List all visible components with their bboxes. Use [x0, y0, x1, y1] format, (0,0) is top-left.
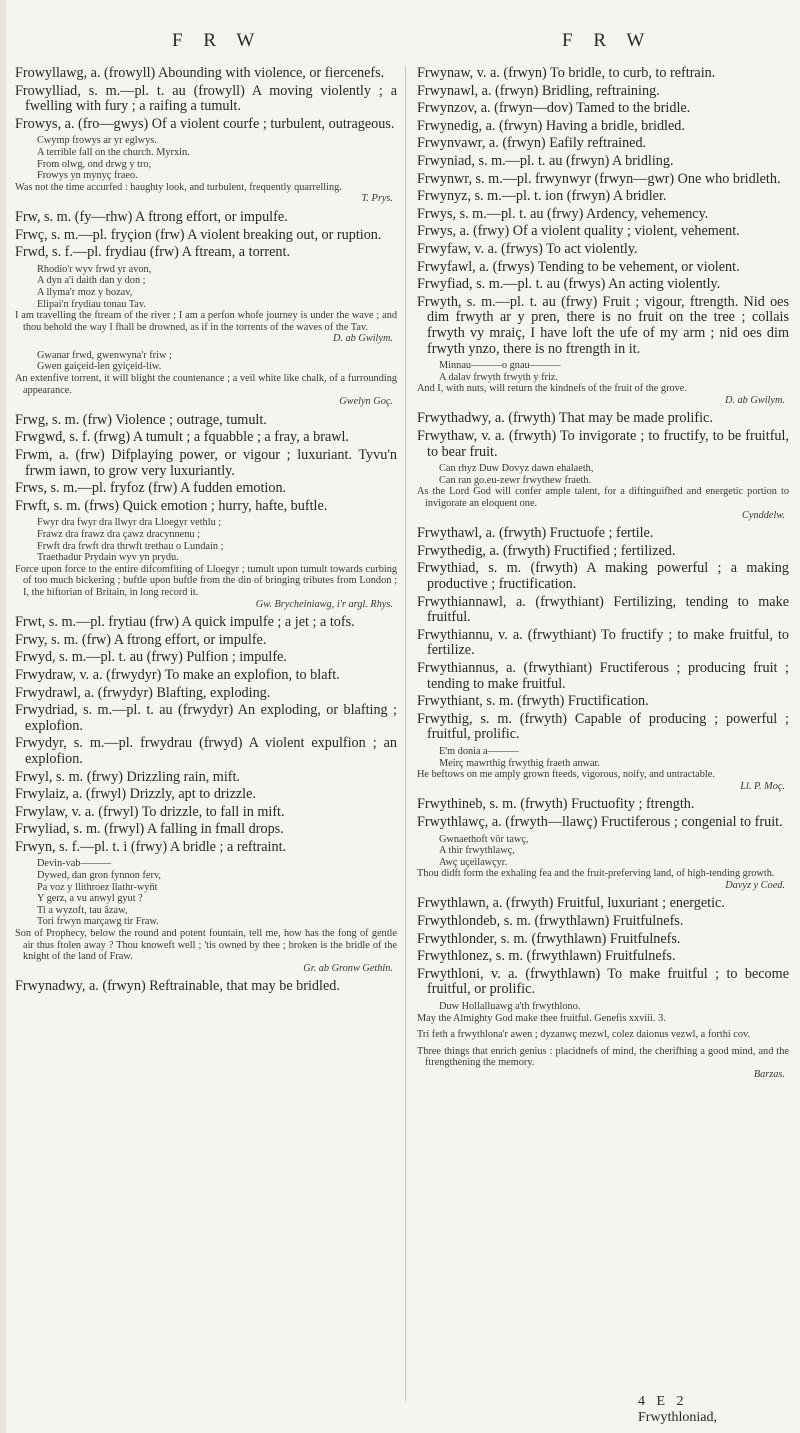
quotation-line: Gwanar frwd, gwenwyna'r friw ; [37, 349, 172, 361]
dictionary-entry: Frwynaw, v. a. (frwyn) To bridle, to curb, to reftrain. [417, 65, 716, 81]
quotation-block [417, 360, 789, 406]
dictionary-entry: Frowys, a. (fro—gwys) Of a violent courfe ; turbulent, outrageous. [15, 115, 395, 132]
catchword: Frwythloniad, [638, 1410, 717, 1425]
dictionary-entry: Frwythloni, v. a. (frwythlawn) To make fruitful ; to become fruitful, or prolific. [417, 965, 789, 998]
dictionary-entry: Frwys, s. m.—pl. t. au (frwy) Ardency, vehemency. [417, 205, 709, 222]
quotation-translation: An extenfive torrent, it will blight the countenance ; a veil white like chalk, of a furrounding appearance. [15, 373, 397, 396]
dictionary-entry: Frwys, a. (frwy) Of a violent quality ; violent, vehement. [417, 223, 740, 240]
dictionary-entry: Frwythiannus, a. (frwythiant) Fructiferous ; producing fruit ; tending to make fruitful. [417, 659, 789, 692]
dictionary-entry: Frwylaiz, a. (frwyl) Drizzly, apt to drizzle. [15, 786, 256, 803]
dictionary-entry: Frwythaw, v. a. (frwyth) To invigorate ; to fructify, to be fruitful, to bear fruit. [417, 428, 789, 460]
quotation-translation: May the Almighty God make thee fruitful. Genefis xxviii. 3. [417, 1012, 666, 1024]
dictionary-entry: Frwydyr, s. m.—pl. frwydrau (frwyd) A violent expulfion ; an explofion. [15, 735, 397, 767]
dictionary-entry: Frwyfiad, s. m.—pl. t. au (frwys) An acting violently. [417, 276, 721, 293]
quotation-line: Frawz dra frawz dra çawz dracynnenu ; [37, 529, 200, 540]
dictionary-entry: Frwythawl, a. (frwyth) Fructuofe ; fertile. [417, 525, 654, 542]
quotation-line: Frwft dra frwft dra thrwft trethau o Lundain ; [37, 540, 224, 552]
quotation-block [417, 1001, 789, 1024]
dictionary-entry: Frwythlonez, s. m. (frwythlawn) Fruitfulnefs. [417, 948, 676, 965]
quotation-source: Davyz y Coed. [725, 879, 785, 891]
dictionary-entry: Frwythlawn, a. (frwyth) Fruitful, luxuriant ; energetic. [417, 895, 725, 912]
quotation-source: Gr. ab Gronw Gethin. [303, 962, 393, 974]
quotation-source: Gw. Brycheiniawg, i'r argl. Rhys. [255, 598, 393, 610]
dictionary-entry: Frwythadwy, a. (frwyth) That may be made prolific. [417, 410, 713, 427]
column-divider [405, 66, 406, 1401]
quotation-line: Can ran go.eu-zewr frwythew fraeth. [439, 474, 592, 486]
dictionary-entry: Frwynedig, a. (frwyn) Having a bridle, bridled. [417, 117, 685, 134]
quotation-translation: As the Lord God will confer ample talent, for a diftinguifhed and energetic portion to invigorate an eloquent one. [417, 486, 789, 510]
running-head-right: F R W [562, 30, 653, 51]
dictionary-entry: Frwythiant, s. m. (frwyth) Fructification. [417, 693, 649, 710]
quotation-line: Gwnaethoft vôr tawç, [439, 833, 529, 845]
quotation-block [417, 463, 789, 521]
quotation-block [417, 834, 789, 892]
quotation-source: Barzas. [753, 1069, 785, 1080]
dictionary-entry: Frwydrawl, a. (frwydyr) Blafting, exploding. [15, 684, 271, 701]
dictionary-entry: Frwynzov, a. (frwyn—dov) Tamed to the bridle. [417, 100, 691, 117]
dictionary-entry: Frwylaw, v. a. (frwyl) To drizzle, to fall in mift. [15, 803, 285, 820]
quotation-line: A llyma'r moz y bozav, [37, 286, 133, 298]
quotation-block [417, 1029, 789, 1041]
quotation-line: Rhodio'r wyv frwd yr avon, [37, 263, 152, 275]
dictionary-entry: Frwç, s. m.—pl. fryçion (frw) A violent breaking out, or ruption. [15, 226, 382, 243]
quotation-line: Meirç mawrthig frwythig fraeth anwar. [439, 757, 600, 769]
dictionary-entry: Frwynyz, s. m.—pl. t. ion (frwyn) A bridler. [417, 188, 667, 205]
quotation-block [417, 1046, 789, 1081]
dictionary-entry: Frwyfaw, v. a. (frwys) To act violently. [417, 240, 638, 257]
quotation-line: A thir frwythlawç, [439, 845, 515, 857]
left-column [15, 66, 397, 997]
dictionary-entry: Frwythlonder, s. m. (frwythlawn) Fruitfulnefs. [417, 930, 681, 947]
page-edge [0, 0, 6, 1433]
quotation-block [15, 858, 397, 974]
quotation-source: Gwelyn Goç. [339, 396, 393, 408]
dictionary-entry: Frw, s. m. (fy—rhw) A ftrong effort, or impulfe. [15, 208, 288, 225]
quotation-translation: Tri feth a frwythlona'r awen ; dyzanwç mezwl, colez daionus vezwl, a forthi cov. [417, 1029, 751, 1041]
quotation-source: Ll. P. Moç. [740, 780, 785, 792]
quotation-block [15, 135, 397, 205]
quotation-block [15, 350, 397, 408]
quotation-line: Y gerz, a vu anwyl gyut ? [37, 893, 143, 905]
quotation-line: Fwyr dra fwyr dra llwyr dra Lloegyr vethlu ; [37, 517, 222, 529]
dictionary-entry: Frwydriad, s. m.—pl. t. au (frwydyr) An exploding, or blafting ; explofion. [15, 702, 397, 734]
quotation-block [15, 517, 397, 610]
quotation-translation: Was not the time accurfed : haughty look, and turbulent, frequently quarrelling. [15, 181, 342, 193]
dictionary-entry: Frwynadwy, a. (frwyn) Reftrainable, that may be bridled. [15, 978, 340, 995]
quotation-line: From olwg, ond drwg y tro, [37, 158, 152, 170]
dictionary-entry: Frwft, s. m. (frws) Quick emotion ; hurry, hafte, buftle. [15, 497, 328, 514]
quotation-translation: I am travelling the ftream of the river ; I am a perfon whofe journey is under the wave ; and thou behold the way I fhall be drowned, as if in the torrents of the waves of the Tav. [15, 310, 397, 333]
dictionary-entry: Frwyth, s. m.—pl. t. au (frwy) Fruit ; vigour, ftrength. Nid oes dim frwyth ar y pren, there is no fruit on the tree ; collais frwyth vy mraiç, I have loft the ufe of my arm ; nid oes dim frwyth ynzo, there is no ftrength in it. [417, 293, 789, 357]
quotation-line: Frowys yn mynyç fraeo. [37, 170, 138, 182]
quotation-block [15, 264, 397, 345]
quotation-line: Traethadur Prydain wyv yn prydu. [37, 552, 179, 564]
dictionary-entry: Frwythlondeb, s. m. (frwythlawn) Fruitfulnefs. [417, 913, 684, 930]
signature-mark: 4 E 2 [638, 1394, 688, 1409]
quotation-translation: Son of Prophecy, below the round and potent fountain, tell me, how has the fong of gentle air thus ftolen away ? Thou knoweft well ; 'tis owned by thee ; broken is the bridle of the knight of the land of Fraw. [15, 928, 397, 963]
dictionary-entry: Frwynvawr, a. (frwyn) Eafily reftrained. [417, 135, 647, 152]
quotation-line: A dyn a'i daith dan y don ; [37, 275, 146, 287]
page-footer [638, 1394, 800, 1426]
quotation-block [417, 746, 789, 792]
dictionary-entry: Frwythineb, s. m. (frwyth) Fructuofity ; ftrength. [417, 796, 695, 813]
dictionary-entry: Frws, s. m.—pl. fryfoz (frw) A fudden emotion. [15, 480, 287, 497]
right-column [417, 66, 789, 1086]
quotation-line: Pa voz y llithroez llathr-wyn̄t [37, 881, 158, 893]
dictionary-entry: Frowylliad, s. m.—pl. t. au (frowyll) A moving violently ; a fwelling with fury ; a raifing a tumult. [15, 82, 397, 115]
quotation-line: Minnau———o gnau——— [439, 360, 561, 372]
quotation-source: D. ab Gwilym. [332, 333, 393, 345]
quotation-line: E'm donia a——— [439, 745, 519, 757]
dictionary-entry: Frwm, a. (frw) Difplaying power, or vigour ; luxuriant. Tyvu'n frwm iawn, to grow very luxuriantly. [15, 447, 397, 479]
dictionary-entry: Frwd, s. f.—pl. frydiau (frw) A ftream, a torrent. [15, 244, 291, 261]
dictionary-entry: Frowyllawg, a. (frowyll) Abounding with violence, or fiercenefs. [15, 65, 385, 81]
quotation-line: Gwen gaiçeid-len gyiçeid-liw. [37, 361, 162, 373]
quotation-source: D. ab Gwilym. [724, 394, 785, 406]
dictionary-entry: Frwynwr, s. m.—pl. frwynwyr (frwyn—gwr) One who bridleth. [417, 170, 781, 187]
dictionary-entry: Frwythiad, s. m. (frwyth) A making powerful ; a making productive ; fructification. [417, 560, 789, 592]
quotation-line: A dalav frwyth frwyth y friz. [439, 371, 558, 383]
dictionary-entry: Frwythiannu, v. a. (frwythiant) To fructify ; to make fruitful, to fertilize. [417, 626, 789, 659]
quotation-line: Awç uçeilawçyr. [439, 856, 508, 868]
quotation-line: Cwymp frowys ar yr eglwys. [37, 135, 157, 147]
dictionary-entry: Frwythlawç, a. (frwyth—llawç) Fructiferous ; congenial to fruit. [417, 813, 783, 830]
dictionary-entry: Frwyn, s. f.—pl. t. i (frwy) A bridle ; a reftraint. [15, 838, 287, 855]
dictionary-entry: Frwgwd, s. f. (frwg) A tumult ; a fquabble ; a fray, a brawl. [15, 429, 349, 446]
quotation-line: Elipai'n frydiau tonau Tav. [37, 298, 146, 310]
dictionary-entry: Frwt, s. m.—pl. frytiau (frw) A quick impulfe ; a jet ; a tofs. [15, 614, 355, 631]
dictionary-entry: Frwy, s. m. (frw) A ftrong effort, or impulfe. [15, 631, 267, 648]
quotation-line: Dywed, dan gron fynnon ferv, [37, 870, 162, 882]
dictionary-entry: Frwyliad, s. m. (frwyl) A falling in fmall drops. [15, 821, 284, 838]
dictionary-entry: Frwythig, s. m. (frwyth) Capable of producing ; powerful ; fruitful, prolific. [417, 710, 789, 743]
quotation-translation: Thou didft form the exhaling fea and the fruit-preferving land, of high-tending growth. [417, 868, 775, 880]
quotation-translation: And I, with nuts, will return the kindnefs of the fruit of the grove. [417, 383, 687, 395]
quotation-line: Ti a wyzoft, tau âzaw, [37, 904, 128, 916]
dictionary-entry: Frwyfawl, a. (frwys) Tending to be vehement, or violent. [417, 258, 740, 275]
dictionary-entry: Frwydraw, v. a. (frwydyr) To make an explofion, to blaft. [15, 666, 340, 683]
quotation-line: Tori frwyn marçawg tir Fraw. [37, 916, 159, 928]
dictionary-entry: Frwyd, s. m.—pl. t. au (frwy) Pulfion ; impulfe. [15, 649, 287, 666]
quotation-line: Devin-vab——— [37, 858, 112, 870]
dictionary-entry: Frwyl, s. m. (frwy) Drizzling rain, mift. [15, 768, 240, 785]
running-head-left: F R W [172, 30, 263, 51]
dictionary-entry: Frwynawl, a. (frwyn) Bridling, reftraining. [417, 82, 660, 99]
quotation-line: Can rhyz Duw Dovyz dawn ehalaeth, [439, 463, 594, 475]
quotation-translation: He beftows on me amply grown fteeds, vigorous, noify, and untractable. [417, 769, 715, 781]
dictionary-entry: Frwyniad, s. m.—pl. t. au (frwyn) A bridling. [417, 152, 674, 169]
quotation-translation: Force upon force to the entire difcomfiting of Lloegyr ; tumult upon tumult towards curbing of too much bickering ; buftle upon buftle from the din of bringing tributes from London ; I, the hiftorian of Britain, in long record it. [15, 563, 397, 598]
quotation-source: T. Prys. [361, 193, 393, 205]
dictionary-entry: Frwythedig, a. (frwyth) Fructified ; fertilized. [417, 542, 676, 559]
quotation-source: Cynddelw. [742, 509, 785, 521]
quotation-line: A terrible fall on the church. Myrxin. [37, 146, 190, 158]
quotation-line: Duw Hollalluawg a'th frwythlono. [439, 1001, 581, 1013]
dictionary-entry: Frwg, s. m. (frw) Violence ; outrage, tumult. [15, 411, 267, 428]
quotation-translation: Three things that enrich genius : placidnefs of mind, the cherifhing a good mind, and the ftrengthening the memory. [417, 1045, 789, 1069]
dictionary-entry: Frwythiannawl, a. (frwythiant) Fertilizing, tending to make fruitful. [417, 593, 789, 626]
